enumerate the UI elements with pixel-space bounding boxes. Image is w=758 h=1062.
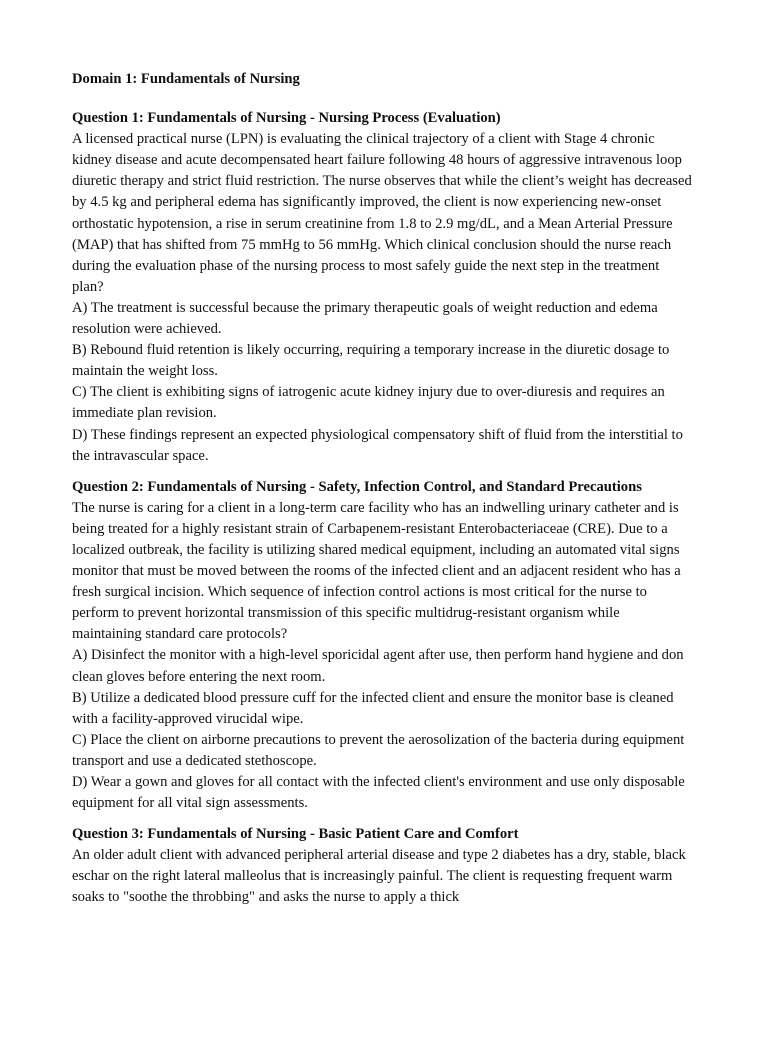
question-2-option-a: A) Disinfect the monitor with a high-level sporicidal agent after use, then perform hand hygiene and don clean gloves before entering the next room. — [72, 647, 684, 685]
question-1-option-b: B) Rebound fluid retention is likely occurring, requiring a temporary increase in the diuretic dosage to maintain the weight loss. — [72, 342, 670, 380]
question-2 — [72, 477, 692, 815]
question-2-title: Question 2: Fundamentals of Nursing - Safety, Infection Control, and Standard Precautions — [72, 478, 642, 495]
question-2-option-c: C) Place the client on airborne precautions to prevent the aerosolization of the bacteria during equipment transport and use a dedicated stethoscope. — [72, 731, 685, 769]
question-3-title: Question 3: Fundamentals of Nursing - Basic Patient Care and Comfort — [72, 826, 519, 843]
domain-heading: Domain 1: Fundamentals of Nursing — [72, 71, 300, 87]
question-1 — [72, 108, 692, 467]
question-1-stem: A licensed practical nurse (LPN) is evaluating the clinical trajectory of a client with Stage 4 chronic kidney disease and acute decompensated heart failure following 48 hours of aggressive intravenous loop diuretic therapy and strict fluid restriction. The nurse observes that while the client’s weight has decreased by 4.5 kg and peripheral edema has significantly improved, the client is now experiencing new-onset orthostatic hypotension, a rise in serum creatinine from 1.8 to 2.9 mg/dL, and a Mean Arterial Pressure (MAP) that has shifted from 75 mmHg to 56 mmHg. Which clinical conclusion should the nurse reach during the evaluation phase of the nursing process to most safely guide the next step in the treatment plan? — [72, 131, 692, 295]
question-3-stem: An older adult client with advanced peripheral arterial disease and type 2 diabetes has a dry, stable, black eschar on the right lateral malleolus that is increasingly painful. The client is requesting frequent warm soaks to "soothe the throbbing" and asks the nurse to apply a thick — [72, 847, 686, 906]
question-2-stem: The nurse is caring for a client in a long-term care facility who has an indwelling urinary catheter and is being treated for a highly resistant strain of Carbapenem-resistant Enterobacteriaceae (CRE). Due to a localized outbreak, the facility is utilizing shared medical equipment, including an automated vital signs monitor that must be moved between the rooms of the infected client and an adjacent resident who has a fresh surgical incision. Which sequence of infection control actions is most critical for the nurse to perform to prevent horizontal transmission of this specific multidrug-resistant organism while maintaining standard care protocols? — [72, 499, 681, 643]
question-3 — [72, 824, 692, 908]
document-page — [72, 64, 692, 909]
question-1-option-a: A) The treatment is successful because the primary therapeutic goals of weight reduction and edema resolution were achieved. — [72, 299, 658, 338]
question-1-option-d: D) These findings represent an expected physiological compensatory shift of fluid from the interstitial to the intravascular space. — [72, 426, 683, 464]
question-1-option-c: C) The client is exhibiting signs of iatrogenic acute kidney injury due to over-diuresis and requires an immediate plan revision. — [72, 384, 665, 422]
question-1-title: Question 1: Fundamentals of Nursing - Nursing Process (Evaluation) — [72, 110, 501, 127]
question-2-option-d: D) Wear a gown and gloves for all contact with the infected client's environment and use only disposable equipment for all vital sign assessments. — [72, 774, 685, 812]
question-2-option-b: B) Utilize a dedicated blood pressure cuff for the infected client and ensure the monitor base is cleaned with a facility-approved virucidal wipe. — [72, 689, 674, 727]
